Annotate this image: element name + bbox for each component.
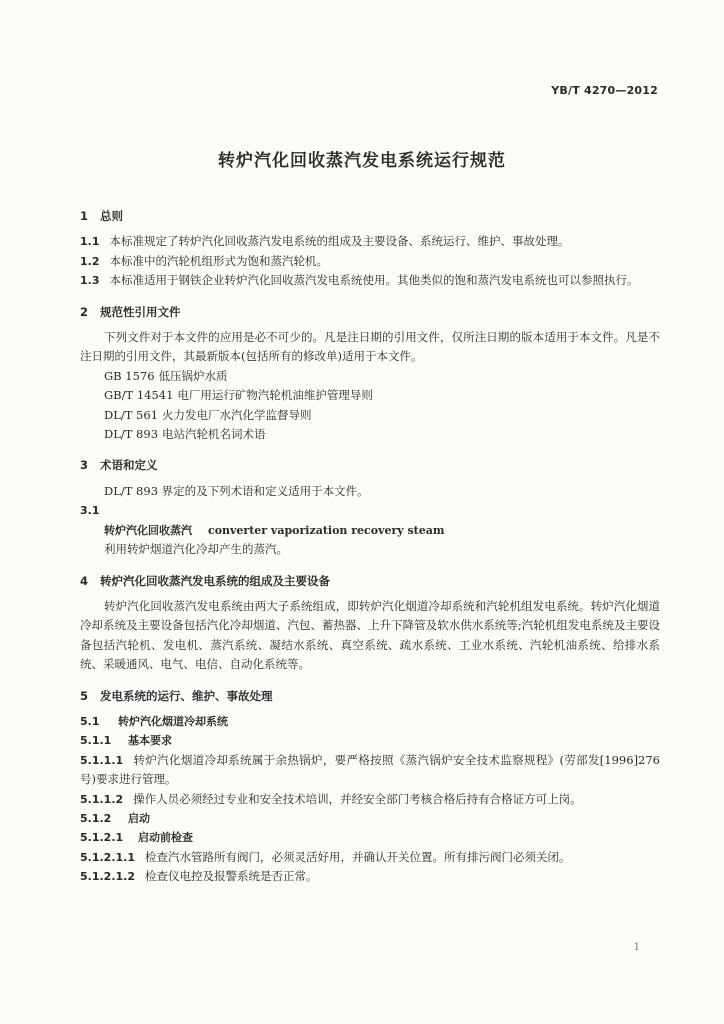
reference-title: 火力发电厂水汽化学监督导则 — [162, 407, 312, 422]
section-3-heading — [80, 456, 660, 475]
subsection-number: 5.1.1 — [80, 734, 112, 748]
subsection-number: 5.1.2 — [80, 811, 112, 825]
clause-number: 5.1.2.1.2 — [80, 870, 135, 884]
terms-intro: DL/T 893 界定的及下列术语和定义适用于本文件。 — [104, 483, 369, 498]
section-1-heading — [80, 207, 660, 226]
reference-code: GB 1576 — [104, 368, 155, 383]
clause-1-2 — [80, 252, 660, 271]
clause-text: 本标准适用于钢铁企业转炉汽化回收蒸汽发电系统使用。其他类似的饱和蒸汽发电系统也可以参照执行。 — [109, 273, 639, 288]
clause-text: 操作人员必须经过专业和安全技术培训，并经安全部门考核合格后持有合格证方可上岗。 — [133, 791, 582, 806]
section-5-heading — [80, 687, 660, 706]
clause-text: 本标准规定了转炉汽化回收蒸汽发电系统的组成及主要设备、系统运行、维护、事故处理。 — [109, 234, 570, 249]
normative-references-intro: 下列文件对于本文件的应用是必不可少的。凡是注日期的引用文件，仅所注日期的版本适用于本文件。凡是不注日期的引用文件，其最新版本(包括所有的修改单)适用于本文件。 — [80, 330, 660, 364]
clause-1-3 — [80, 271, 660, 290]
clause-5-1-1-2 — [80, 790, 660, 809]
term-definition: 利用转炉烟道汽化冷却产生的蒸汽。 — [104, 542, 288, 557]
section-title: 规范性引用文件 — [100, 304, 181, 319]
subsection-title: 启动前检查 — [138, 831, 193, 845]
section-2-heading — [80, 303, 660, 322]
reference-title: 低压锅炉水质 — [158, 368, 228, 383]
section-4-text: 转炉汽化回收蒸汽发电系统由两大子系统组成，即转炉汽化烟道冷却系统和汽轮机组发电系统。转炉汽化烟道冷却系统及主要设备包括汽化冷却烟道、汽包、蓄热器、上升下降管及软水供水系统等;汽轮机组发电系统及主要设备包括汽轮机、发电机、蒸汽系统、凝结水系统、真空系统、疏水系统、工业水系统、汽轮机油系统、给排水系统、采暖通风、电气、电信、自动化系统等。 — [80, 598, 660, 672]
subsection-5-1-2-heading — [80, 809, 660, 828]
standard-number: YB/T 4270—2012 — [551, 84, 658, 97]
document-body — [80, 207, 660, 887]
section-title: 术语和定义 — [100, 458, 158, 473]
subsection-5-1-2-1-heading — [80, 828, 660, 847]
clause-text: 转炉汽化烟道冷却系统属于余热锅炉，要严格按照《蒸汽锅炉安全技术监察规程》(劳部发[1996]276 号)要求进行管理。 — [80, 752, 660, 787]
clause-5-1-2-1-1 — [80, 848, 660, 867]
clause-5-1-2-1-2 — [80, 867, 660, 886]
reference-item — [104, 406, 660, 425]
clause-text: 检查仪电控及报警系统是否正常。 — [144, 869, 318, 884]
term-chinese: 转炉汽化回收蒸汽 — [104, 523, 192, 537]
clause-5-1-1-1 — [80, 751, 660, 790]
reference-title: 电厂用运行矿物汽轮机油维护管理导则 — [177, 388, 373, 403]
clause-number: 1.3 — [80, 274, 100, 288]
section-number: 2 — [80, 304, 89, 319]
subsection-number: 5.1.2.1 — [80, 831, 124, 845]
section-number: 4 — [80, 573, 89, 588]
subsection-5-1-1-heading — [80, 731, 660, 750]
clause-1-1 — [80, 232, 660, 251]
reference-item — [104, 367, 660, 386]
section-title: 转炉汽化回收蒸汽发电系统的组成及主要设备 — [100, 573, 330, 588]
clause-text: 检查汽水管路所有阀门，必须灵活好用，并确认开关位置。所有排污阀门必须关闭。 — [144, 849, 571, 864]
term-entry — [104, 521, 660, 540]
clause-number: 1.1 — [80, 235, 100, 249]
reference-title: 电站汽轮机名词术语 — [162, 427, 266, 442]
section-number: 1 — [80, 209, 89, 223]
clause-number: 5.1.1.1 — [80, 753, 124, 767]
term-english: converter vaporization recovery steam — [208, 523, 445, 537]
section-number: 3 — [80, 458, 89, 473]
clause-number: 5.1.2.1.1 — [80, 850, 135, 864]
clause-number: 1.2 — [80, 254, 100, 268]
reference-code: DL/T 561 — [104, 407, 159, 422]
section-4-heading — [80, 572, 660, 591]
reference-item — [104, 425, 660, 444]
subsection-5-1-heading — [80, 712, 660, 731]
subsection-title: 启动 — [128, 811, 150, 825]
subsection-title: 基本要求 — [128, 734, 172, 748]
clause-text: 本标准中的汽轮机组形式为饱和蒸汽轮机。 — [109, 253, 328, 268]
subsection-number: 5.1 — [80, 714, 100, 728]
section-number: 5 — [80, 688, 89, 703]
document-title: 转炉汽化回收蒸汽发电系统运行规范 — [218, 151, 506, 171]
clause-number: 5.1.1.2 — [80, 792, 124, 806]
subsection-title: 转炉汽化烟道冷却系统 — [118, 714, 228, 728]
term-3-1-number: 3.1 — [80, 504, 100, 518]
reference-code: GB/T 14541 — [104, 388, 174, 403]
section-title: 总则 — [100, 209, 123, 223]
page-number: 1 — [633, 942, 640, 953]
reference-code: DL/T 893 — [104, 427, 159, 442]
reference-item — [104, 386, 660, 405]
section-title: 发电系统的运行、维护、事故处理 — [100, 688, 273, 703]
